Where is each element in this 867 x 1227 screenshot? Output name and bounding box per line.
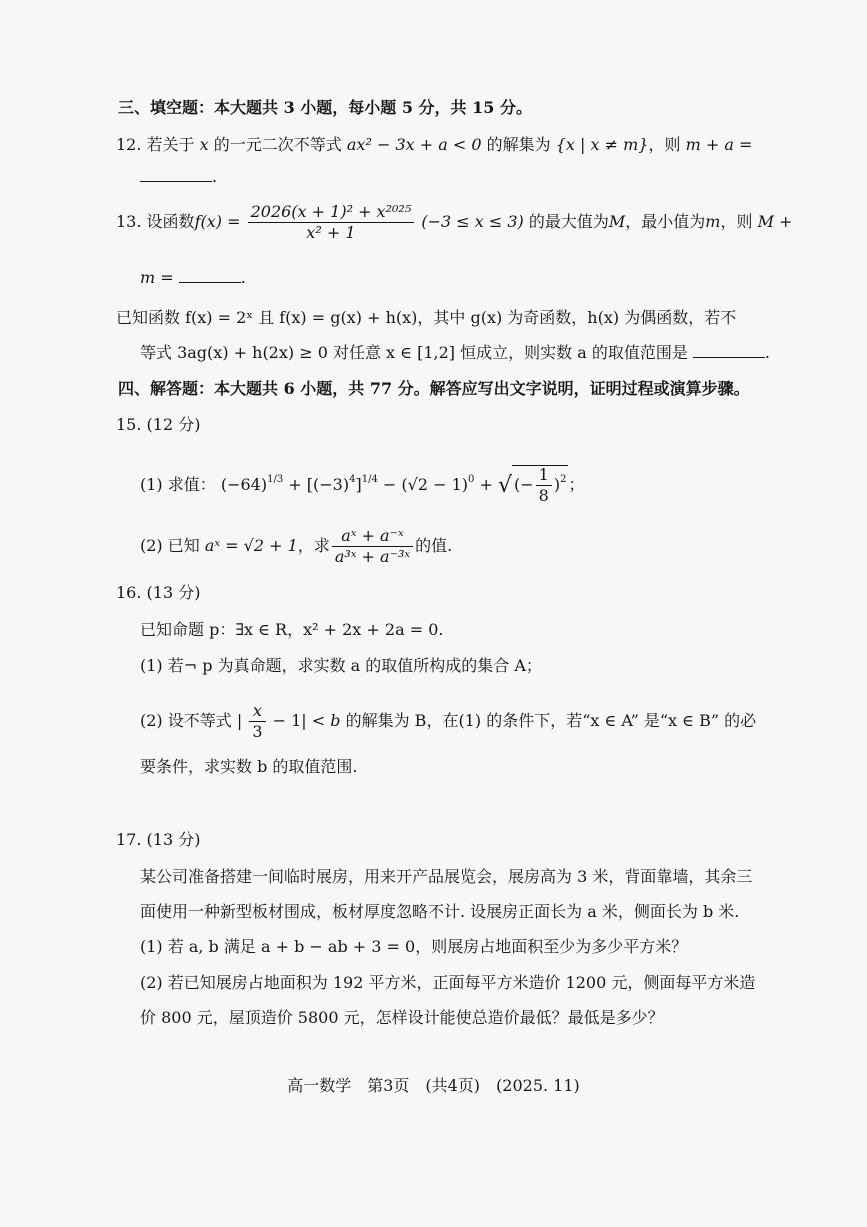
q16-part-2-cont: 要条件，求实数 b 的取值范围. bbox=[140, 757, 358, 776]
q17-part-1: (1) 若 a, b 满足 a + b − ab + 3 = 0，则展房占地面积至少为多少平方米？ bbox=[140, 937, 688, 956]
q13-numerator: 2026(x + 1)² + x²⁰²⁵ bbox=[248, 203, 415, 223]
question-14-line-1: 已知函数 f(x) = 2ˣ 且 f(x) = g(x) + h(x)，其中 g(x) 为奇函数，h(x) 为偶函数，若不 bbox=[116, 308, 737, 327]
q16-premise: 已知命题 p：∃x ∈ R，x² + 2x + 2a = 0. bbox=[140, 620, 444, 639]
page-footer: 高一数学 第3页 (共4页) (2025. 11) bbox=[287, 1076, 580, 1095]
q12-expression: m + a = bbox=[685, 135, 753, 154]
q13-fraction bbox=[248, 203, 415, 242]
question-14-line-2: 等式 3ag(x) + h(2x) ≥ 0 对任意 x ∈ [1,2] 恒成立，则实数 a 的取值范围是 . bbox=[140, 343, 771, 362]
q12-solution-set: {x | x ≠ m} bbox=[555, 135, 649, 154]
q12-inequality: ax² − 3x + a < 0 bbox=[346, 135, 482, 154]
q15-header: 15. (12 分) bbox=[116, 415, 201, 434]
q17-part-2: (2) 若已知展房占地面积为 192 平方米，正面每平方米造价 1200 元，侧面每平方米造 bbox=[140, 973, 756, 992]
q15-fraction: $\frac{\text{aˣ + a⁻ˣ}}{\text{a³ˣ + a⁻³ˣ}}$ bbox=[332, 527, 413, 566]
question-13: 13. 设函数f(x) = $\frac{\text{2026(x + 1)² + x²⁰²⁵}}{\text{x² + 1}}$ (−3 ≤ x ≤ 3) 的最大值为M，最小值为m，则 M + bbox=[116, 202, 793, 242]
q12-answer-blank: . bbox=[140, 167, 217, 186]
q15-part-2: (2) 已知 aˣ = √2 + 1，求 $\frac{\text{aˣ + a⁻ˣ}}{\text{a³ˣ + a⁻³ˣ}}$ 的值. bbox=[140, 526, 453, 566]
q13-denominator: x² + 1 bbox=[306, 223, 356, 242]
q17-header: 17. (13 分) bbox=[116, 830, 201, 849]
q16-part-2: (2) 设不等式 | $\frac{x}{3}$ − 1| < b 的解集为 B，在(1) 的条件下，若“x ∈ A” 是“x ∈ B” 的必 bbox=[140, 701, 757, 741]
q15-part-1: (1) 求值： $(-64)^{1/3} + [(-3)^4]^{1/4} - (√2 - 1)^0$ + √ (− $\frac{1}{8}$ )$^2$ ； bbox=[140, 465, 585, 505]
q17-line-1: 某公司准备搭建一间临时展房，用来开产品展览会，展房高为 3 米，背面靠墙，其余三 bbox=[140, 867, 753, 886]
q16-header: 16. (13 分) bbox=[116, 583, 201, 602]
q17-part-2-cont: 价 800 元，屋顶造价 5800 元，怎样设计能使总造价最低？最低是多少？ bbox=[140, 1008, 664, 1027]
q13-answer-line: m = . bbox=[140, 268, 246, 287]
q13-domain: (−3 ≤ x ≤ 3) bbox=[421, 212, 524, 231]
section-fill-in-title: 三、填空题：本大题共 3 小题，每小题 5 分，共 15 分。 bbox=[118, 98, 532, 117]
q16-part-1: (1) 若¬ p 为真命题，求实数 a 的取值所构成的集合 A； bbox=[140, 656, 542, 675]
q17-line-2: 面使用一种新型板材围成，板材厚度忽略不计. 设展房正面长为 a 米，侧面长为 b 米. bbox=[140, 902, 740, 921]
question-12: 12. 若关于 x 的一元二次不等式 ax² − 3x + a < 0 的解集为 {x | x ≠ m}，则 m + a = bbox=[116, 135, 753, 154]
section-solve-title: 四、解答题：本大题共 6 小题，共 77 分。解答应写出文字说明，证明过程或演算步骤。 bbox=[118, 379, 750, 398]
